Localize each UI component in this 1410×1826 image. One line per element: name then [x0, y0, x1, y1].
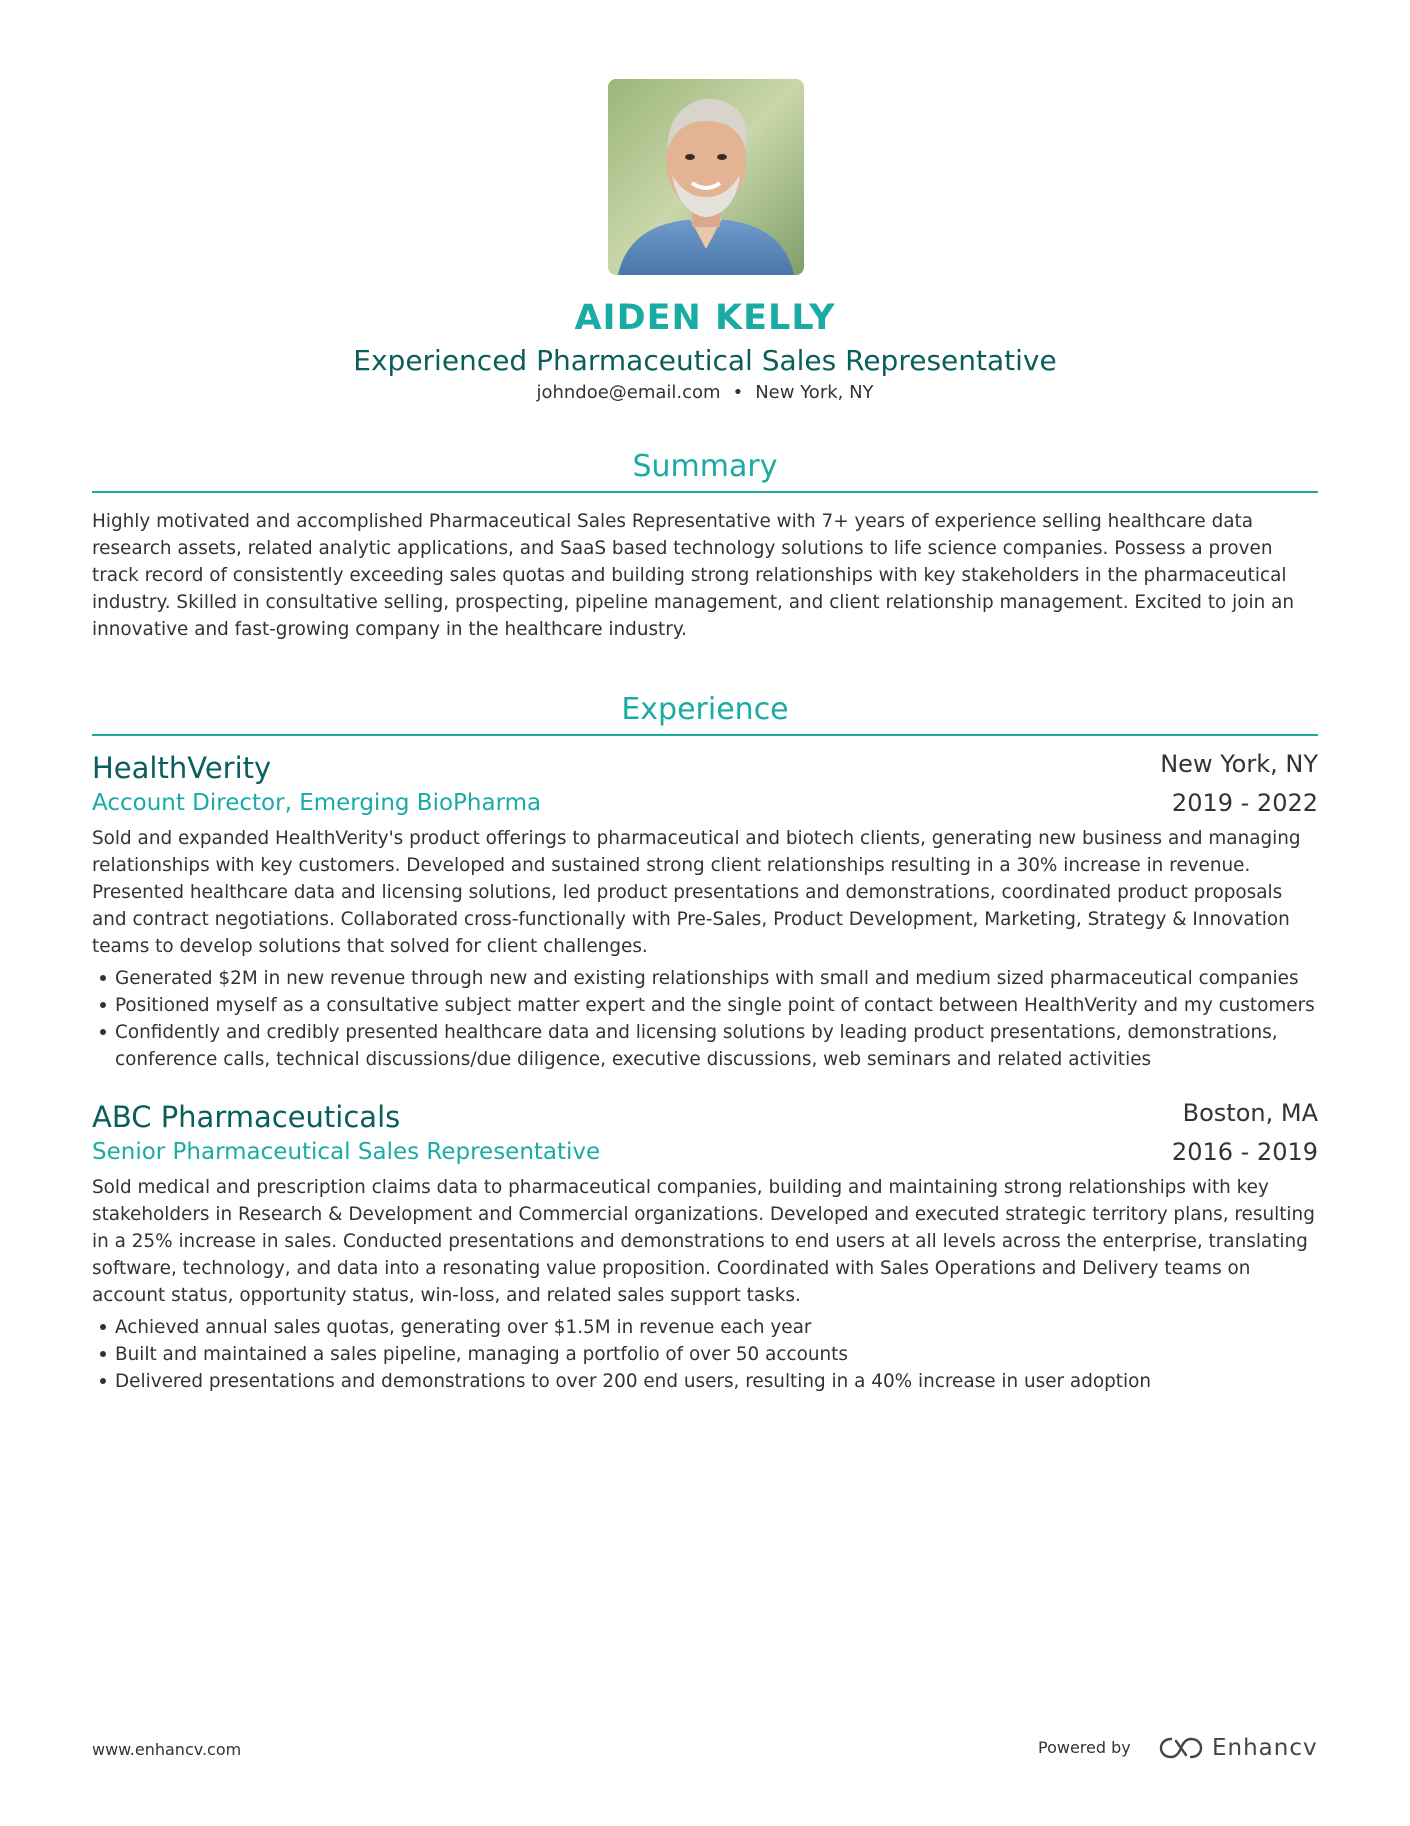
candidate-name: AIDEN KELLY: [574, 298, 836, 338]
experience-heading: Experience: [621, 692, 789, 727]
job-2-company: ABC Pharmaceuticals: [92, 1100, 401, 1134]
bullet-text: Achieved annual sales quotas, generating over $1.5M in revenue each year: [115, 1317, 812, 1338]
bullet-dot: [100, 975, 106, 981]
bullet-text: Confidently and credibly presented healthcare data and licensing solutions by leading product presentations, demonstrations, conference calls, technical discussions/due diligence, executive discussions, web seminars and related activities: [115, 1022, 1278, 1070]
profile-photo: [608, 79, 804, 275]
bullet-text: Built and maintained a sales pipeline, managing a portfolio of over 50 accounts: [115, 1344, 848, 1365]
job-2-role: Senior Pharmaceutical Sales Representative: [92, 1139, 601, 1165]
bullet-dot: [100, 1029, 106, 1035]
job-1-location: New York, NY: [1160, 750, 1318, 778]
job-2-dates: 2016 - 2019: [1171, 1138, 1318, 1166]
location-text: New York, NY: [755, 382, 874, 403]
enhancv-brand-text: Enhancv: [1212, 1735, 1318, 1761]
list-item: [92, 992, 1322, 1019]
enhancv-logo-icon: [1158, 1735, 1204, 1761]
bullet-text: Delivered presentations and demonstrations to over 200 end users, resulting in a 40% increase in user adoption: [115, 1371, 1152, 1392]
summary-heading: Summary: [632, 449, 778, 484]
candidate-headline: Experienced Pharmaceutical Sales Representative: [353, 344, 1057, 377]
job-2-description: Sold medical and prescription claims data to pharmaceutical companies, building and maintaining strong relationships with key stakeholders in Research & Development and Commercial organizations. Developed and executed strategic territory plans, resulting in a 25% increase in sales. Conducted presentations and demonstrations to end users at all levels across the enterprise, translating software, technology, and data into a resonating value proposition. Coordinated with Sales Operations and Delivery teams on account status, opportunity status, win-loss, and related sales support tasks.: [92, 1177, 1315, 1306]
list-item: [92, 1368, 1322, 1395]
bullet-dot: [100, 1002, 106, 1008]
list-item: [92, 965, 1322, 992]
powered-by-label: Powered by: [1038, 1738, 1131, 1757]
contact-separator: •: [732, 382, 744, 403]
list-item: [92, 1019, 1322, 1073]
list-item: [92, 1341, 1322, 1368]
job-1-description: Sold and expanded HealthVerity's product offerings to pharmaceutical and biotech clients, generating new business and managing relationships with key customers. Developed and sustained strong client relationships resulting in a 30% increase in revenue. Presented healthcare data and licensing solutions, led product presentations and demonstrations, coordinated product proposals and contract negotiations. Collaborated cross-functionally with Pre-Sales, Product Development, Marketing, Strategy & Innovation teams to develop solutions that solved for client challenges.: [92, 828, 1301, 957]
summary-text: Highly motivated and accomplished Pharmaceutical Sales Representative with 7+ years of experience selling healthcare data research assets, related analytic applications, and SaaS based technology solutions to life science companies. Possess a proven track record of consistently exceeding sales quotas and building strong relationships with key stakeholders in the pharmaceutical industry. Skilled in consultative selling, prospecting, pipeline management, and client relationship management. Excited to join an innovative and fast-growing company in the healthcare industry.: [92, 511, 1295, 640]
bullet-text: Positioned myself as a consultative subject matter expert and the single point of contact between HealthVerity and my customers: [115, 995, 1315, 1016]
contact-line: [0, 380, 1410, 406]
bullet-dot: [100, 1378, 106, 1384]
email-text[interactable]: johndoe@email.com: [536, 382, 721, 403]
experience-divider: [92, 734, 1318, 736]
bullet-dot: [100, 1324, 106, 1330]
job-1-role: Account Director, Emerging BioPharma: [92, 790, 542, 816]
job-1-company: HealthVerity: [92, 751, 272, 785]
job-2-location: Boston, MA: [1182, 1099, 1318, 1127]
bullet-text: Generated $2M in new revenue through new and existing relationships with small and medium sized pharmaceutical companies: [115, 968, 1299, 989]
enhancv-brand[interactable]: [1158, 1732, 1318, 1764]
job-1-dates: 2019 - 2022: [1171, 789, 1318, 817]
list-item: [92, 1314, 1322, 1341]
footer-url-link[interactable]: www.enhancv.com: [92, 1740, 242, 1759]
summary-divider: [92, 491, 1318, 493]
portrait-image: [608, 79, 804, 275]
job-1-bullets: [92, 965, 1322, 1073]
bullet-dot: [100, 1351, 106, 1357]
job-2-bullets: [92, 1314, 1322, 1395]
